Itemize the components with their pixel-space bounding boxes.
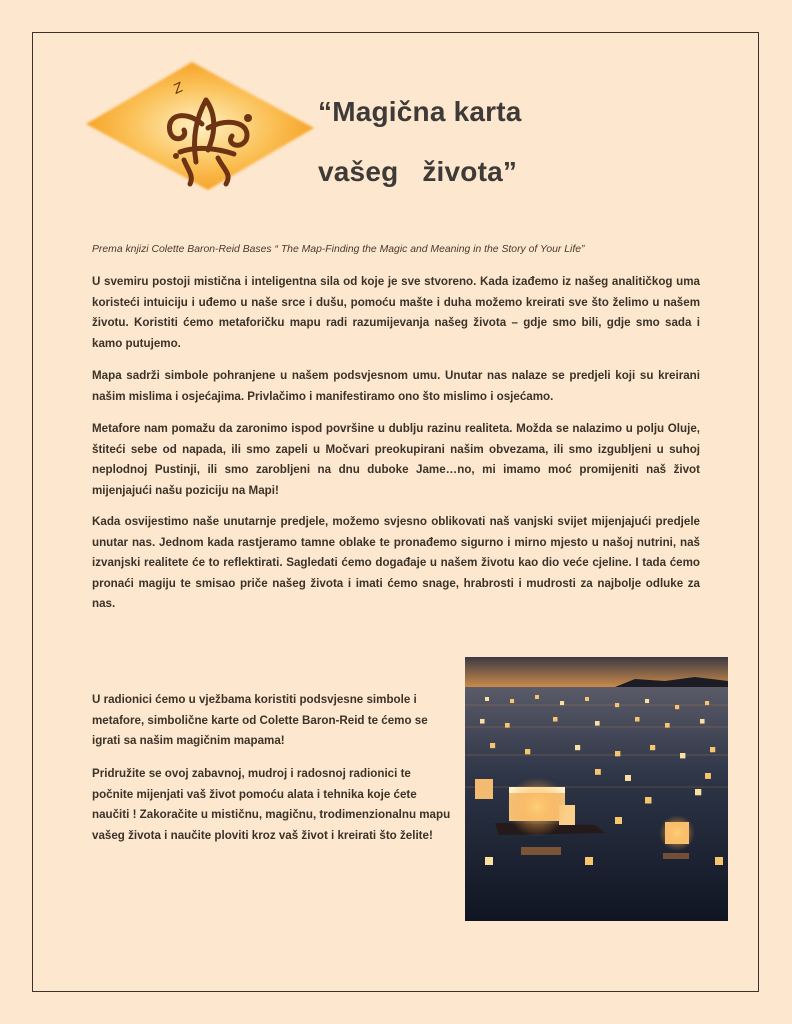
lantern [595,769,601,775]
lantern [635,717,640,722]
floating-lanterns-photo [465,657,728,921]
lantern [615,817,622,824]
lantern [715,857,723,865]
lantern [480,719,485,724]
lantern [553,717,558,722]
lantern [525,749,530,754]
lantern [505,723,510,728]
lantern [575,745,580,750]
lantern [695,789,701,795]
lantern [650,745,655,750]
paragraph: U svemiru postoji mistična i inteligentna sila od koje je sve stvoreno. Kada izađemo iz našeg analitičkog uma koristeći intuiciju i uđemo u naše srce i dušu, pomoću mašte i duha možemo kreirati sve što želimo u našem životu. Koristiti ćemo metaforičku mapu radi razumijevanja našeg života – gdje smo bili, gdje smo sada i kamo putujemo. [92,275,700,350]
svg-text:Z: Z [171,80,186,98]
lantern [490,743,495,748]
lantern [645,797,652,804]
lantern [680,753,685,758]
page-title-line-2: vašeg života” [318,156,518,187]
paragraph: Metafore nam pomažu da zaronimo ispod površine u dublju razinu realiteta. Možda se nalazimo u polju Oluje, štiteći sebe od napada, ili smo zapeli u Močvari preokupirani našim obvezama, ili smo izgubljeni u suhoj neplodnoj Pustinji, ili smo zarobljeni na dnu duboke Jame…no, mi imamo moć promijeniti naš život mijenjajući našu poziciju na Mapi! [92,422,700,497]
paragraph: Pridružite se ovoj zabavnoj, mudroj i radosnoj radionici te počnite mijenjati vaš život pomoću alata i tehnika koje ćete naučiti ! Zakoračite u mističnu, magičnu, trodimenzionalnu mapu vašeg života i naučite ploviti kroz vaš život i kreirati što želite! [92,767,451,842]
lantern [645,699,649,703]
lantern [705,773,711,779]
lantern [595,721,600,726]
lantern [705,701,709,705]
fleur-de-lis-card-icon [84,58,316,192]
lantern [615,751,620,756]
lantern [700,719,705,724]
lantern [665,723,670,728]
lantern [585,857,593,865]
lantern [585,697,589,701]
source-note: Prema knjizi Colette Baron-Reid Bases “ The Map-Finding the Magic and Meaning in the Story of Your Life” [92,244,585,255]
lantern [615,703,619,707]
lantern [710,747,715,752]
page-title: “Magična karta [318,96,522,127]
lantern [510,699,514,703]
paragraph: U radionici ćemo u vježbama koristiti podsvjesne simbole i metafore, simbolične karte od Colette Baron-Reid te ćemo se igrati sa našim magičnim mapama! [92,693,428,747]
lantern [485,857,493,865]
paragraph: Kada osvijestimo naše unutarnje predjele, možemo svjesno oblikovati naš vanjski svijet mijenjajući predjele unutar nas. Jednom kada rastjeramo tamne oblake te pronađemo sigurno i mirno mjesto u našoj nutrini, naš izvanjski realitete će to reflektirati. Sagledati ćemo događaje u našem životu kao dio veće cjeline. I tada ćemo pronaći magiju te smisao priče našeg života i imati ćemo snage, hrabrosti i mudrosti za najbolje odluke za nas. [92,515,700,610]
lantern [560,701,564,705]
lantern [535,695,539,699]
lantern [625,775,631,781]
lantern [485,697,489,701]
lantern [675,705,679,709]
paragraph: Mapa sadrži simbole pohranjene u našem podsvjesnom umu. Unutar nas nalaze se predjeli koji su kreirani našim mislima i osjećajima. Privlačimo i manifestiramo ono što mislimo i osjećamo. [92,369,700,403]
